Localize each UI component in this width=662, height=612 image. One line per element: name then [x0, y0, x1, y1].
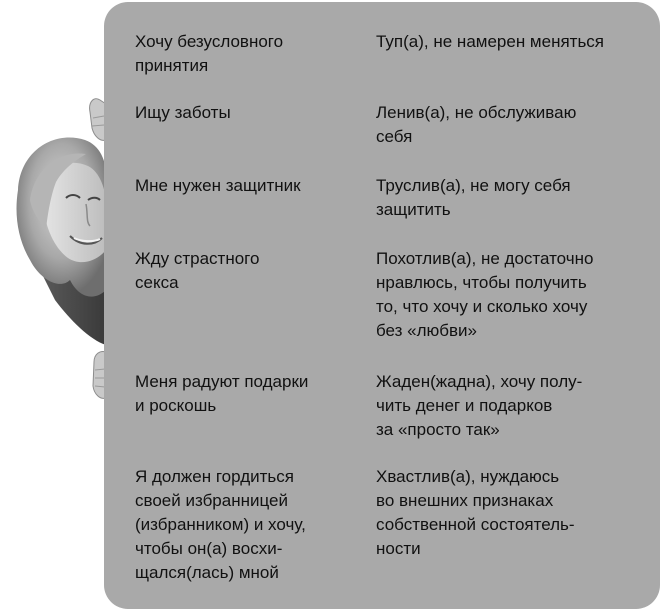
comparison-panel: [104, 2, 660, 609]
desire-text: Ищу заботы: [135, 103, 231, 122]
interpretation-text: Ленив(а), не обслуживаю себя: [376, 103, 577, 146]
desire-text: Я должен гордиться своей избранницей (избранником) и хочу, чтобы он(а) восхи- щался(лась) мной: [135, 467, 306, 582]
desire-text: Мне нужен защитник: [135, 176, 301, 195]
interpretation-text: Туп(а), не намерен меняться: [376, 32, 605, 51]
interpretation-text: Похотлив(а), не достаточно нравлюсь, чтобы получить то, что хочу и сколько хочу без «любви»: [376, 249, 594, 340]
desire-text: Меня радуют подарки и роскошь: [135, 372, 309, 415]
desire-text: Жду страстного секса: [135, 249, 260, 292]
interpretation-text: Хвастлив(а), нуждаюсь во внешних признаках собственной состоятель- ности: [376, 467, 575, 558]
interpretation-text: Жаден(жадна), хочу полу- чить денег и подарков за «просто так»: [376, 372, 583, 439]
interpretation-text: Труслив(а), не могу себя защитить: [376, 176, 571, 219]
desire-text: Хочу безусловного принятия: [135, 32, 284, 75]
